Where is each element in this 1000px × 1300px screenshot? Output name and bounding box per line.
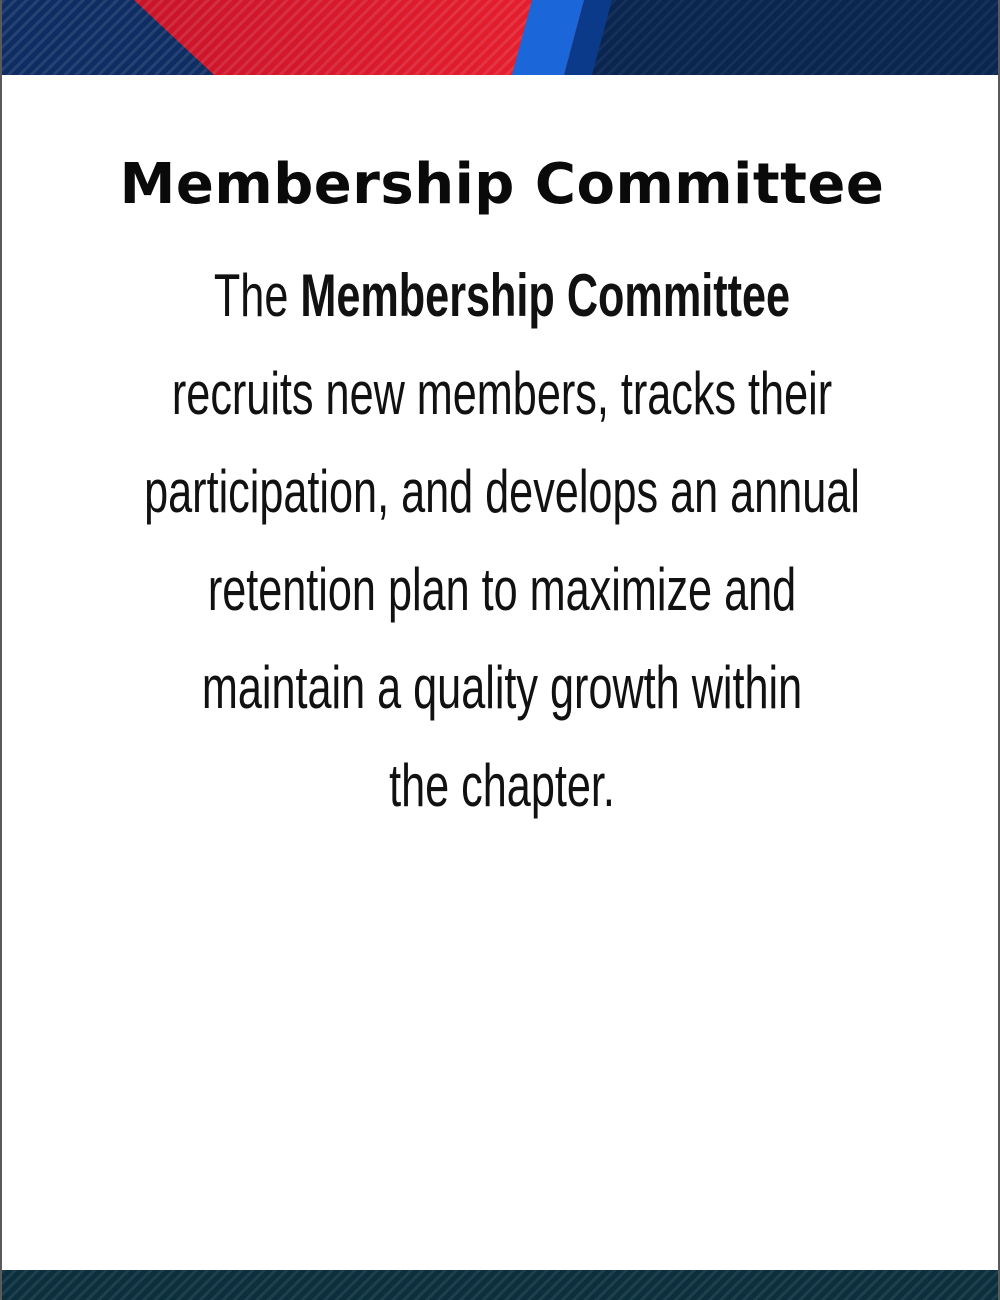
description-line-2: recruits new members, tracks their [171,360,833,427]
top-banner [2,0,1000,75]
intro-prefix: The [213,262,289,329]
description-line-4: retention plan to maximize and [207,556,797,623]
description-line-3: participation, and develops an annual [144,458,860,525]
description-line-5: maintain a quality growth within [201,654,803,721]
bottom-banner [2,1270,1000,1300]
content-area [2,75,1000,1270]
description-line-6: the chapter. [389,752,615,819]
description-paragraph [106,247,898,835]
description-line-1 [106,247,898,345]
banner-graphic [2,0,1000,75]
intro-bold-name: Membership Committee [300,262,791,329]
bottom-banner-graphic [2,1270,1000,1300]
page-title: Membership Committee [119,152,885,217]
